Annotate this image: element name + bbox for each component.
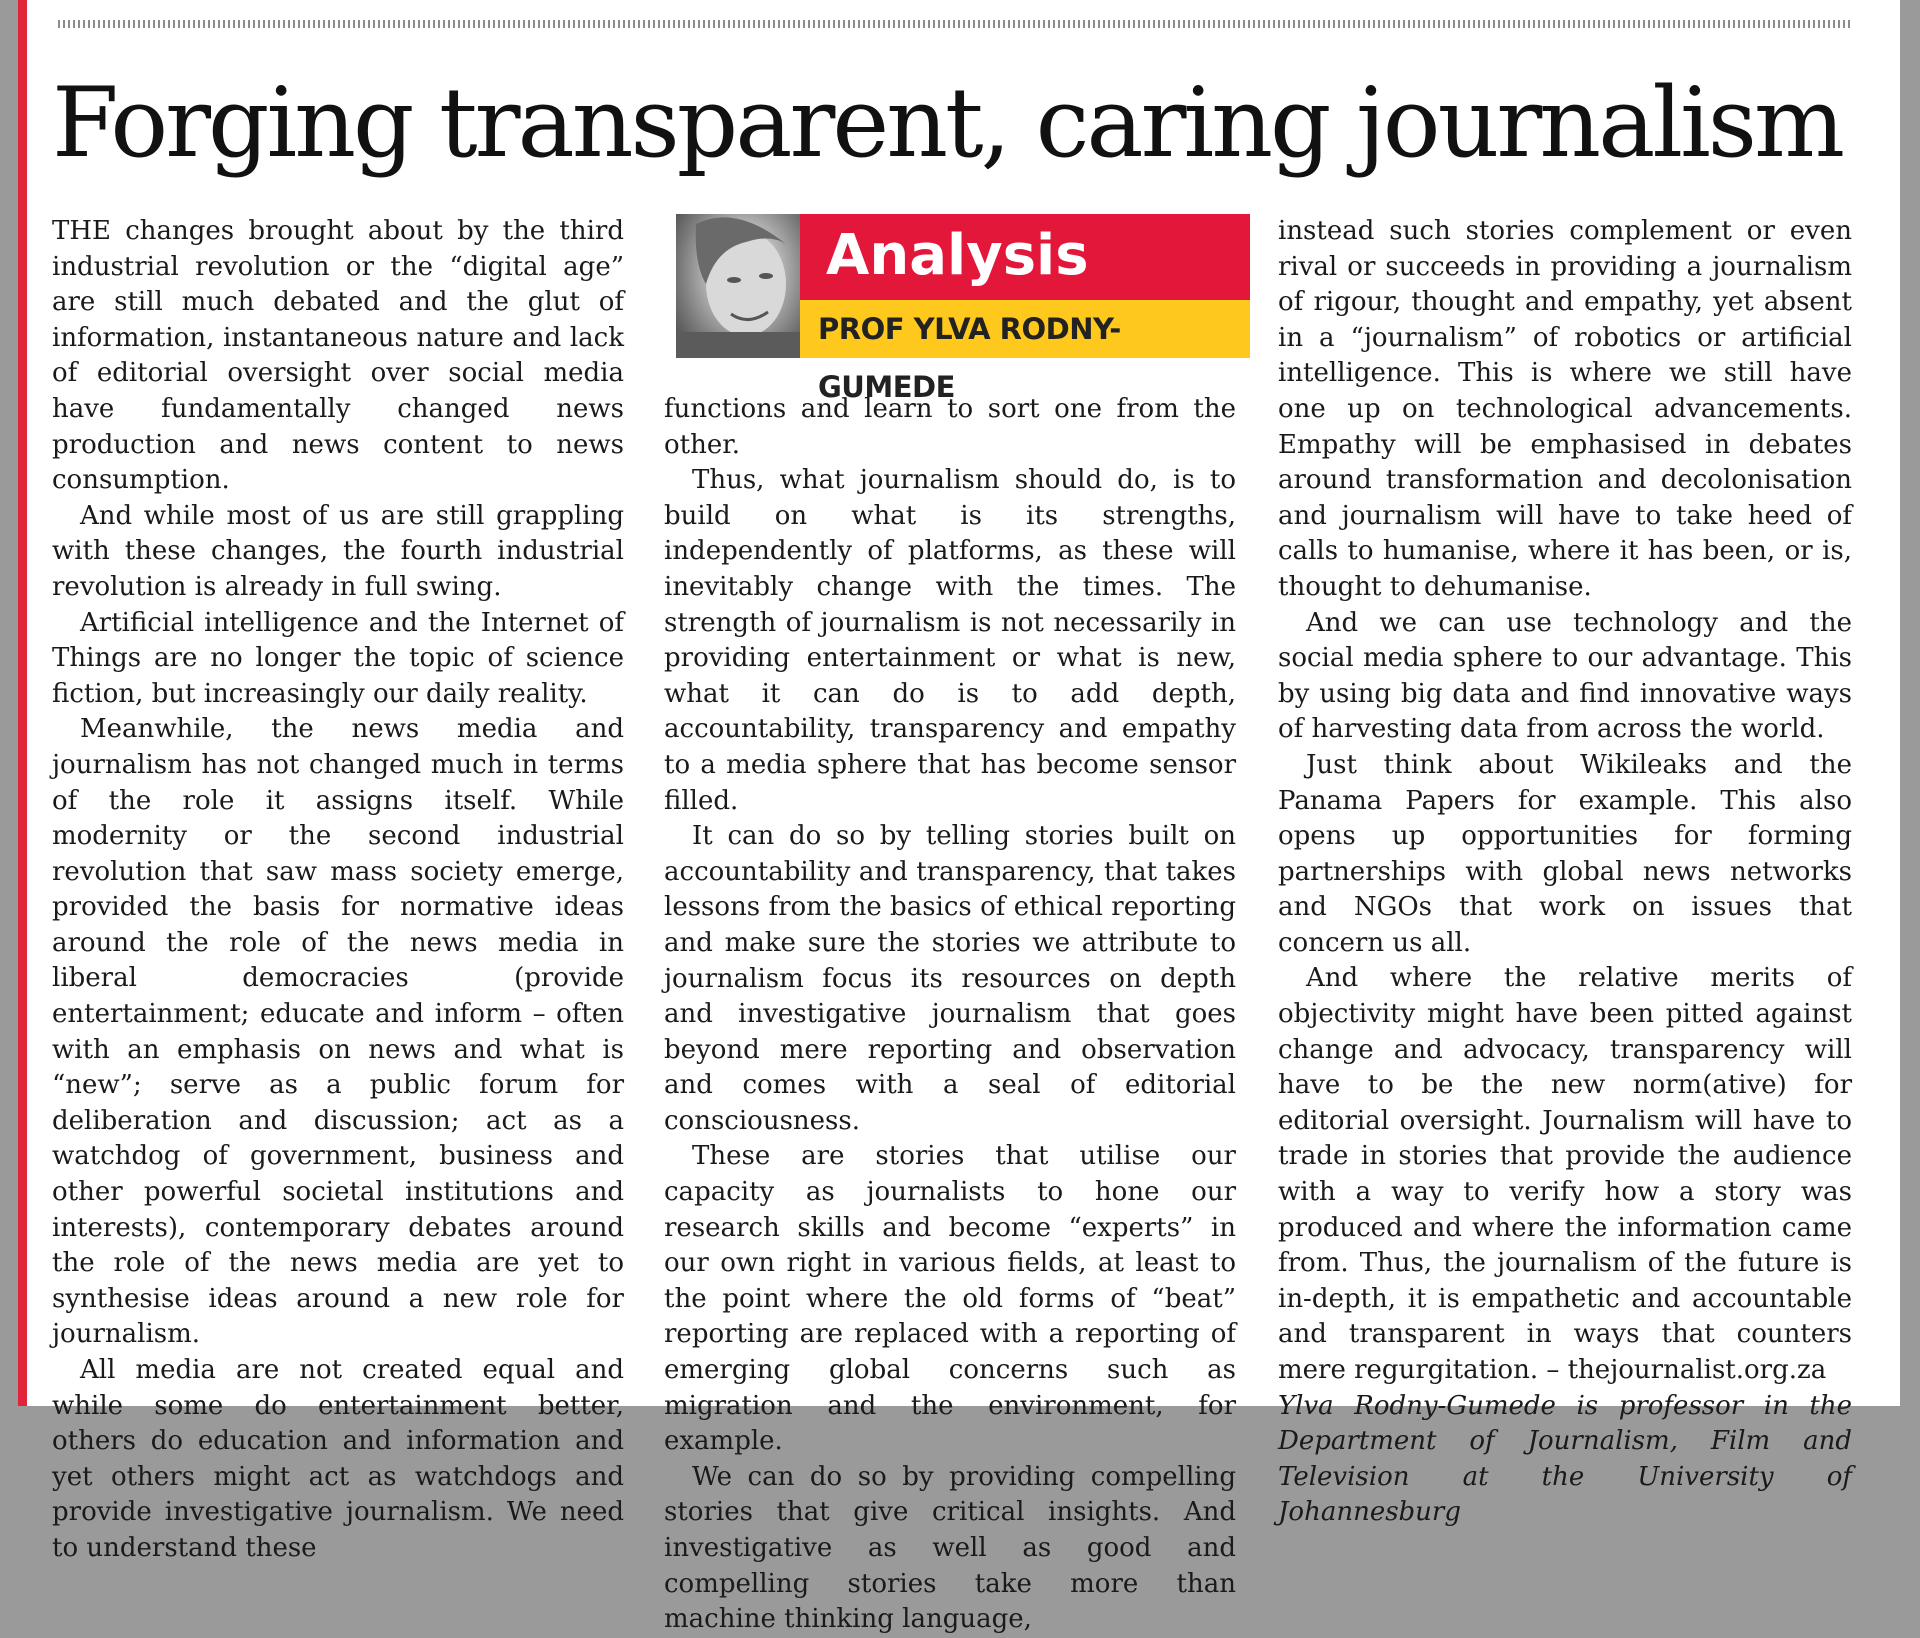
paragraph: Artificial intelligence and the Internet of Things are no longer the topic of science fiction, but increasingly our daily reality. xyxy=(52,607,624,709)
author-name-bar xyxy=(800,300,1250,404)
paragraph: THE changes brought about by the third industrial revolution or the “digital age” are still much debated and the glut of information, instantaneous nature and lack of editorial oversight over social media have fundamentally changed news production and news content to news consumption. xyxy=(52,216,624,496)
paragraph: It can do so by telling stories built on accountability and transparency, that takes lessons from the basics of ethical reporting and make sure the stories we attribute to journalism focus its resources on depth and investigative journalism that goes beyond mere reporting and observation and comes with a seal of editorial consciousness. xyxy=(664,821,1236,1136)
article-column-1 xyxy=(52,214,624,1567)
paragraph: These are stories that utilise our capacity as journalists to hone our research skills and become “experts” in our own right in various fields, at least to the point where the old forms of “beat” reporting are replaced with a reporting of emerging global concerns such as migration and the environment, for example. xyxy=(664,1141,1236,1457)
margin-rule xyxy=(18,0,27,1406)
article-column-2 xyxy=(664,392,1236,1638)
author-byline: Ylva Rodny-Gumede is professor in the Department of Journalism, Film and Television at the University of Johannesburg xyxy=(1278,1390,1852,1528)
paragraph: instead such stories complement or even rival or succeeds in providing a journalism of rigour, thought and empathy, yet absent in a “journalism” of robotics or artificial intelligence. This is where we still have one up on technological advancements. Empathy will be emphasised in debates around transformation and decolonisation and journalism will have to take heed of calls to humanise, where it has been, or is, thought to dehumanise. xyxy=(1278,216,1852,602)
article-column-3 xyxy=(1278,214,1852,1531)
analysis-label: Analysis xyxy=(826,223,1089,288)
paragraph: And while most of us are still grappling with these changes, the fourth industrial revolution is already in full swing. xyxy=(52,500,624,602)
paragraph: And where the relative merits of objectivity might have been pitted against change and advocacy, transparency will have to be the new norm(ative) for editorial oversight. Journalism will have to trade in stories that provide the audience with a way to verify how a story was produced and where the information came from. Thus, the journalism of the future is in-depth, it is empathetic and accountable and transparent in ways that counters mere regurgitation. – thejournalist.org.za xyxy=(1278,963,1852,1385)
dotted-divider xyxy=(58,20,1852,28)
paragraph: Thus, what journalism should do, is to build on what is its strengths, independently of platforms, as these will inevitably change with the times. The strength of journalism is not necessarily in providing entertainment or what is new, what it can do is to add depth, accountability, transparency and empathy to a media sphere that has become sensor filled. xyxy=(664,465,1236,816)
paragraph: Just think about Wikileaks and the Panama Papers for example. This also opens up opportunities for forming partnerships with global news networks and NGOs that work on issues that concern us all. xyxy=(1278,749,1852,958)
analysis-label-bar xyxy=(800,214,1250,300)
author-name: PROF YLVA RODNY-GUMEDE xyxy=(818,312,1121,404)
paragraph: We can do so by providing compelling stories that give critical insights. And investigative as well as good and compelling stories take more than machine thinking language, xyxy=(664,1461,1236,1635)
author-photo xyxy=(676,214,800,358)
headline: Forging transparent, caring journalism xyxy=(52,67,1843,179)
paragraph: Meanwhile, the news media and journalism has not changed much in terms of the role it assigns itself. While modernity or the second industrial revolution that saw mass society emerge, provided the basis for normative ideas around the role of the news media in liberal democracies (provide entertainment; educate and inform – often with an emphasis on news and what is “new”; serve as a public forum for deliberation and discussion; act as a watchdog of government, business and other powerful societal institutions and interests), contemporary debates around the role of the news media are yet to synthesise ideas around a new role for journalism. xyxy=(52,714,624,1350)
paragraph: All media are not created equal and while some do entertainment better, others do education and information and yet others might act as watchdogs and provide investigative journalism. We need to understand these xyxy=(52,1355,624,1563)
analysis-banner xyxy=(676,214,1250,404)
paragraph: functions and learn to sort one from the other. xyxy=(664,394,1236,460)
paragraph: And we can use technology and the social media sphere to our advantage. This by using big data and find innovative ways of harvesting data from across the world. xyxy=(1278,607,1852,745)
